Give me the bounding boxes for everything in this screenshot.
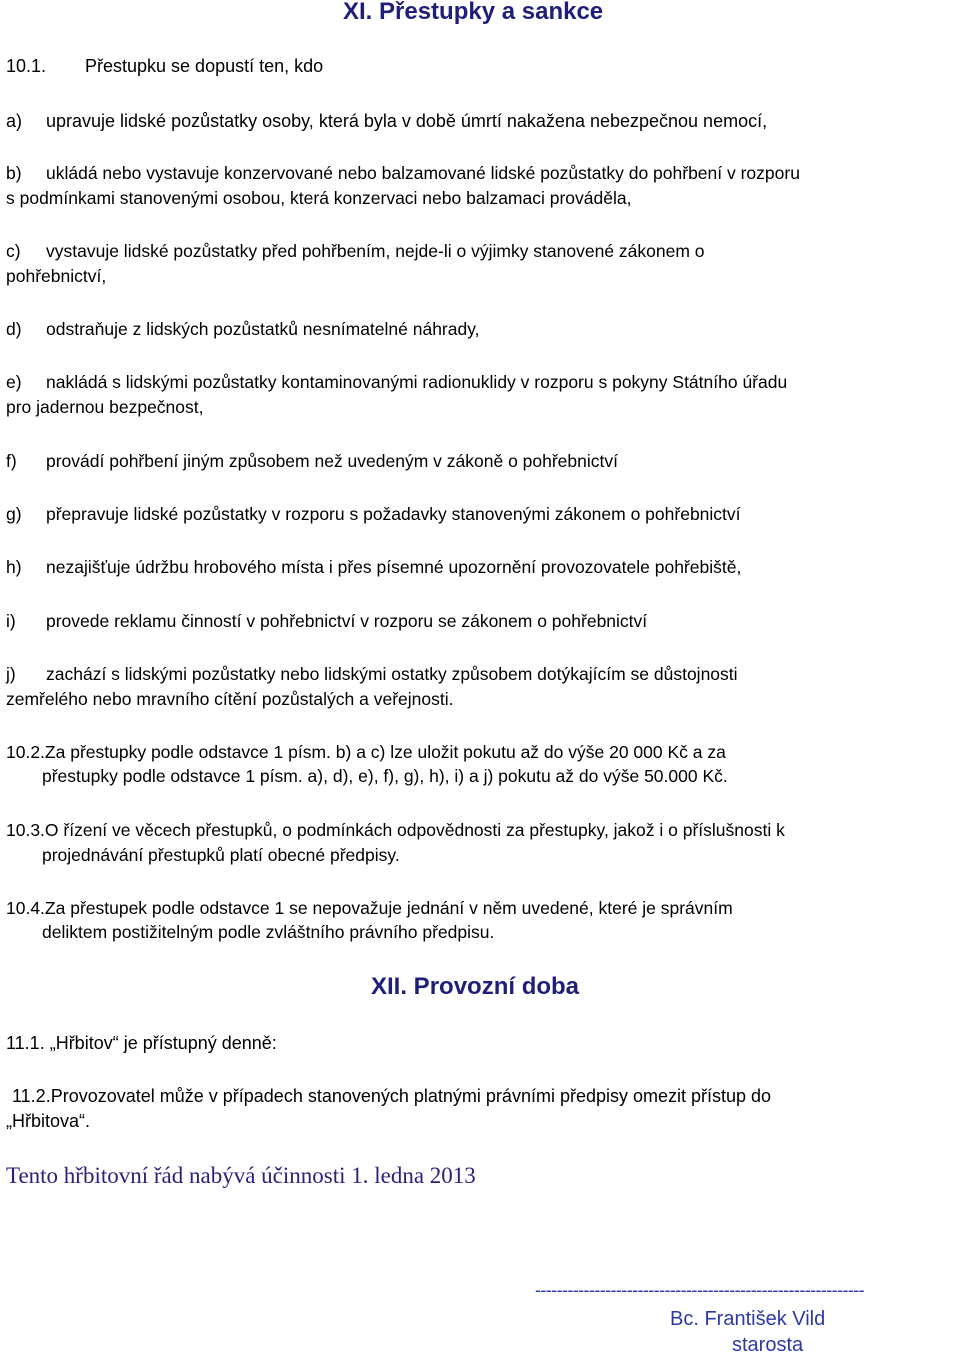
paragraph-10-1-text: Přestupku se dopustí ten, kdo [85,56,324,76]
paragraph-10-4-line2: deliktem postižitelným podle zvláštního právního předpisu. [42,922,495,942]
signatory-role: starosta [732,1334,804,1356]
item-j-text-line1: zachází s lidskými pozůstatky nebo lidskými ostatky způsobem dotýkajícím se důstojnosti [46,664,738,684]
effective-date-statement: Tento hřbitovní řád nabývá účinnosti 1. ledna 2013 [6,1163,476,1188]
paragraph-11-2-line2: „Hřbitova“. [6,1111,91,1131]
item-f-label: f) [6,451,17,471]
item-b-text-line1: ukládá nebo vystavuje konzervované nebo balzamované lidské pozůstatky do pohřbení v rozporu [46,163,800,183]
paragraph-10-2-line1: 10.2.Za přestupky podle odstavce 1 písm. b) a c) lze uložit pokutu až do výše 20 000 Kč a za [6,742,726,762]
item-h-text: nezajišťuje údržbu hrobového místa i přes písemné upozornění provozovatele pohřebiště, [46,557,742,577]
item-g-text: přepravuje lidské pozůstatky v rozporu s požadavky stanovenými zákonem o pohřebnictví [46,504,741,524]
paragraph-11-2-line1: 11.2.Provozovatel může v případech stanovených platnými právními předpisy omezit přístup do [12,1086,772,1106]
item-d-label: d) [6,319,22,339]
item-b-text-line2: s podmínkami stanovenými osobou, která konzervaci nebo balzamaci prováděla, [6,188,632,208]
item-c-text-line1: vystavuje lidské pozůstatky před pohřbením, nejde-li o výjimky stanovené zákonem o [46,241,705,261]
signatory-name: Bc. František Vild [670,1308,826,1330]
paragraph-10-2-line2: přestupky podle odstavce 1 písm. a), d), e), f), g), h), i) a j) pokutu až do výše 50.000 Kč. [42,766,728,786]
item-e-text-line1: nakládá s lidskými pozůstatky kontaminovanými radionuklidy v rozporu s pokyny Státního úřadu [46,372,788,392]
signature-line: ------------------------------------------------------------- [535,1280,865,1300]
item-g-label: g) [6,504,22,524]
paragraph-10-3-line2: projednávání přestupků platí obecné předpisy. [42,845,400,865]
item-b-label: b) [6,163,22,183]
paragraph-11-1: 11.1. „Hřbitov“ je přístupný denně: [6,1033,277,1053]
paragraph-10-4-line1: 10.4.Za přestupek podle odstavce 1 se nepovažuje jednání v něm uvedené, které je správním [6,898,733,918]
item-h-label: h) [6,557,22,577]
item-e-text-line2: pro jadernou bezpečnost, [6,397,204,417]
section-heading-xi: XI. Přestupky a sankce [343,0,604,25]
item-i-text: provede reklamu činností v pohřebnictví v rozporu se zákonem o pohřebnictví [46,611,648,631]
item-e-label: e) [6,372,22,392]
item-a-label: a) [6,111,23,131]
paragraph-10-3-line1: 10.3.O řízení ve věcech přestupků, o podmínkách odpovědnosti za přestupky, jakož i o příslušnosti k [6,820,785,840]
item-i-label: i) [6,611,16,631]
paragraph-number-10-1: 10.1. [6,56,47,76]
item-a-text: upravuje lidské pozůstatky osoby, která byla v době úmrtí nakažena nebezpečnou nemocí, [46,111,768,131]
item-f-text: provádí pohřbení jiným způsobem než uvedeným v zákoně o pohřebnictví [46,451,618,471]
item-c-label: c) [6,241,21,261]
item-j-text-line2: zemřelého nebo mravního cítění pozůstalých a veřejnosti. [6,689,454,709]
item-j-label: j) [6,664,16,684]
item-c-text-line2: pohřebnictví, [6,266,107,286]
item-d-text: odstraňuje z lidských pozůstatků nesnímatelné náhrady, [46,319,480,339]
section-heading-xii: XII. Provozní doba [371,973,580,1000]
